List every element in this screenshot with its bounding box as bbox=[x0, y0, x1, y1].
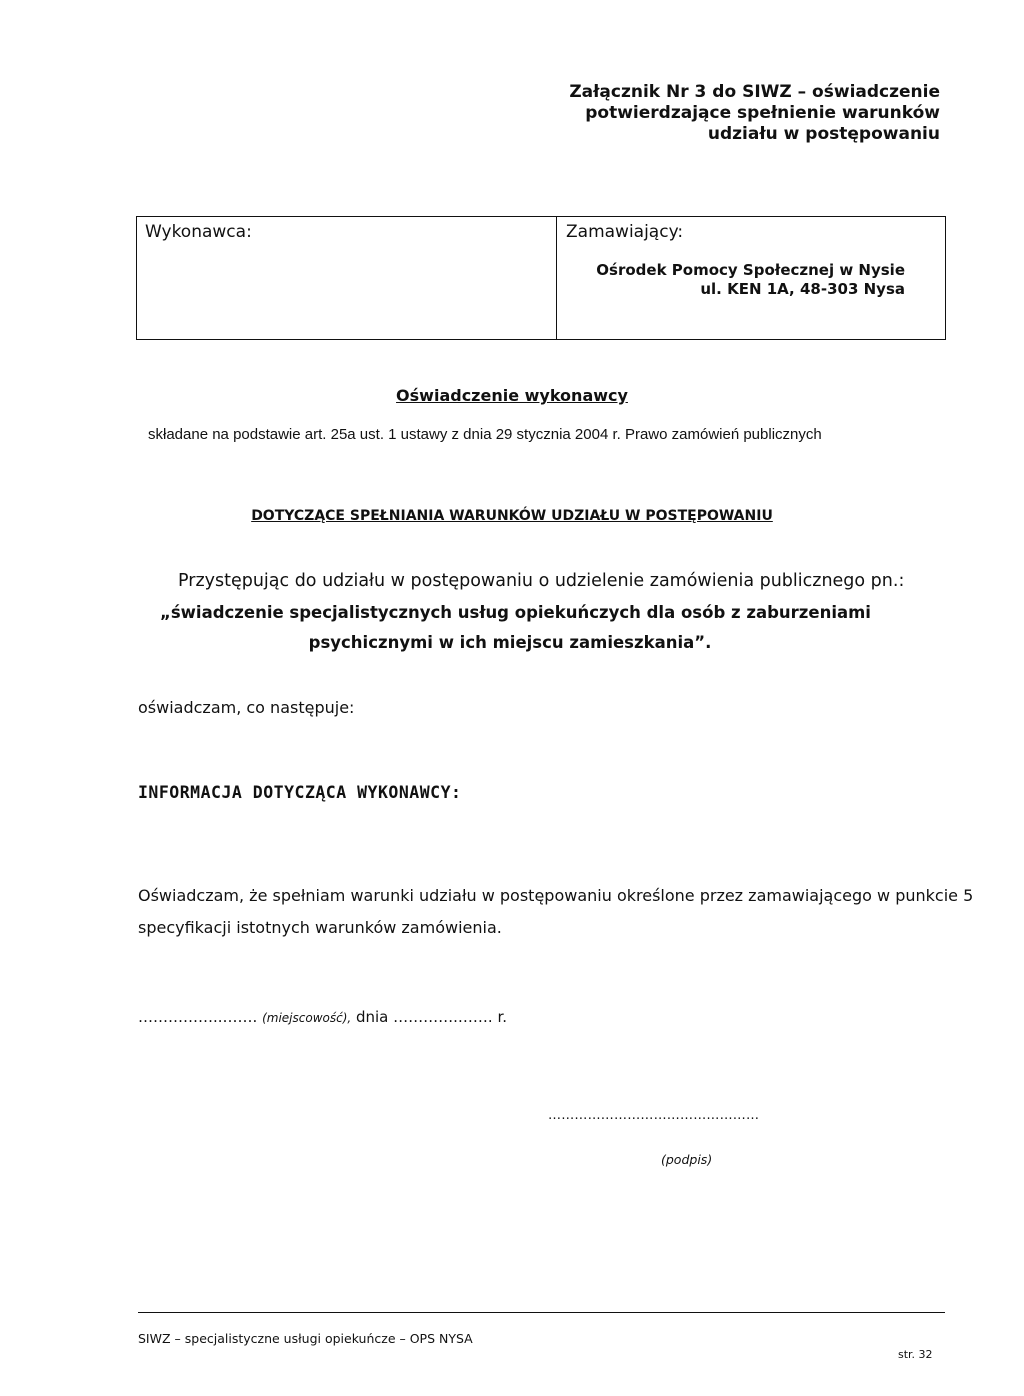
contractor-info-heading: INFORMACJA DOTYCZĄCA WYKONAWCY: bbox=[138, 783, 462, 802]
place-date-line bbox=[138, 1008, 507, 1026]
ordering-party-cell bbox=[557, 217, 945, 339]
declaration-lead: oświadczam, co następuje: bbox=[138, 698, 355, 717]
contractor-cell[interactable] bbox=[137, 217, 557, 339]
signature-label: (podpis) bbox=[661, 1152, 713, 1167]
statement-line-2: specyfikacji istotnych warunków zamówienia. bbox=[138, 918, 502, 937]
place-field[interactable]: ……………..……. bbox=[138, 1008, 263, 1026]
document-title: Oświadczenie wykonawcy bbox=[396, 386, 628, 405]
section-subheading: DOTYCZĄCE SPEŁNIANIA WARUNKÓW UDZIAŁU W POSTĘPOWANIU bbox=[251, 508, 773, 524]
parties-table bbox=[136, 216, 946, 340]
subject-line-1: „świadczenie specjalistycznych usług opiekuńczych dla osób z zaburzeniami bbox=[160, 603, 871, 622]
ordering-party-details bbox=[596, 261, 905, 299]
place-label: (miejscowość), bbox=[262, 1011, 352, 1025]
statement-line-1: Oświadczam, że spełniam warunki udziału w postępowaniu określone przez zamawiającego w punkcie 5 bbox=[138, 886, 974, 905]
footer-text: SIWZ – specjalistyczne usługi opiekuńcze – OPS NYSA bbox=[138, 1331, 473, 1346]
intro-text: Przystępując do udziału w postępowaniu o udzielenie zamówienia publicznego pn.: bbox=[178, 571, 905, 591]
ordering-party-address: ul. KEN 1A, 48-303 Nysa bbox=[700, 280, 905, 298]
signature-field[interactable]: ………………………………………… bbox=[548, 1108, 760, 1123]
header-line-1: Załącznik Nr 3 do SIWZ – oświadczenie bbox=[569, 82, 940, 102]
compliance-statement bbox=[138, 880, 974, 944]
footer-divider bbox=[138, 1312, 945, 1313]
ordering-party-label: Zamawiający: bbox=[566, 222, 684, 242]
header-line-2: potwierdzające spełnienie warunków bbox=[585, 103, 940, 123]
year-suffix: r. bbox=[497, 1008, 508, 1026]
ordering-party-name: Ośrodek Pomocy Społecznej w Nysie bbox=[596, 261, 905, 279]
page-number: str. 32 bbox=[898, 1348, 933, 1361]
contractor-label: Wykonawca: bbox=[145, 222, 252, 242]
attachment-header bbox=[540, 82, 940, 145]
legal-basis: składane na podstawie art. 25a ust. 1 ustawy z dnia 29 stycznia 2004 r. Prawo zamówień publicznych bbox=[148, 426, 822, 443]
dnia-label: dnia bbox=[351, 1008, 394, 1026]
subject-line-2: psychicznymi w ich miejscu zamieszkania”. bbox=[308, 633, 712, 652]
procurement-subject bbox=[160, 598, 871, 658]
date-field[interactable]: ………….……. bbox=[393, 1008, 498, 1026]
header-line-3: udziału w postępowaniu bbox=[707, 124, 940, 144]
